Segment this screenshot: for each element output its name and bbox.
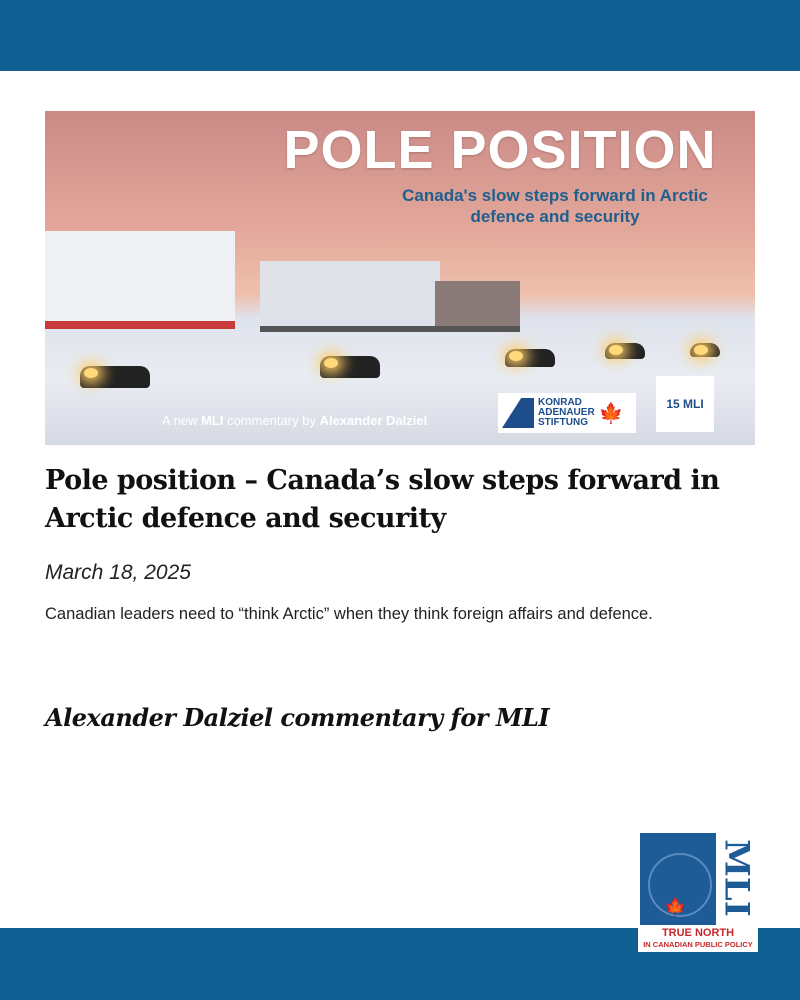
- mli-logo: [638, 831, 758, 952]
- compass-icon: [640, 833, 716, 925]
- mli-15-logo: 15 MLI: [656, 376, 714, 432]
- article-date: March 18, 2025: [45, 561, 191, 584]
- building: [435, 281, 520, 332]
- ship: [260, 261, 440, 332]
- snowmobile: [690, 343, 720, 357]
- logo-tagline-sub: IN CANADIAN PUBLIC POLICY: [643, 940, 753, 949]
- hero-subtitle: Canada's slow steps forward in Arctic defence and security: [402, 186, 708, 226]
- article-summary: Canadian leaders need to “think Arctic” when they think foreign affairs and defence.: [45, 605, 653, 623]
- credit-mid: commentary by: [227, 413, 316, 428]
- kas-line: KONRAD: [538, 397, 582, 408]
- logo-tagline: TRUE NORTH: [661, 927, 735, 939]
- icebreaker-ship: [45, 231, 235, 329]
- maple-leaf-icon: 🍁: [598, 402, 624, 425]
- kas-line: STIFTUNG: [538, 417, 588, 428]
- mli-wordmark: MLI: [717, 839, 758, 917]
- credit-author: Alexander Dalziel: [319, 413, 428, 428]
- kas-mark-icon: [502, 398, 534, 428]
- credit-prefix: A new: [162, 413, 198, 428]
- hero-credit: [162, 413, 427, 428]
- hero-image: [45, 111, 755, 445]
- snowmobile: [605, 343, 645, 359]
- top-banner: [0, 0, 800, 71]
- article-byline: Alexander Dalziel commentary for MLI: [45, 703, 550, 732]
- kas-logo: [498, 393, 636, 433]
- snowmobile: [320, 356, 380, 378]
- article-title[interactable]: Pole position – Canada’s slow steps forward in Arctic defence and security: [45, 465, 720, 534]
- maple-leaf-icon: 🍁: [664, 897, 687, 917]
- credit-org: MLI: [201, 413, 224, 428]
- snowmobile: [80, 366, 150, 388]
- snowmobile: [505, 349, 555, 367]
- kas-line: ADENAUER: [538, 407, 595, 418]
- hero-title: POLE POSITION: [283, 120, 717, 180]
